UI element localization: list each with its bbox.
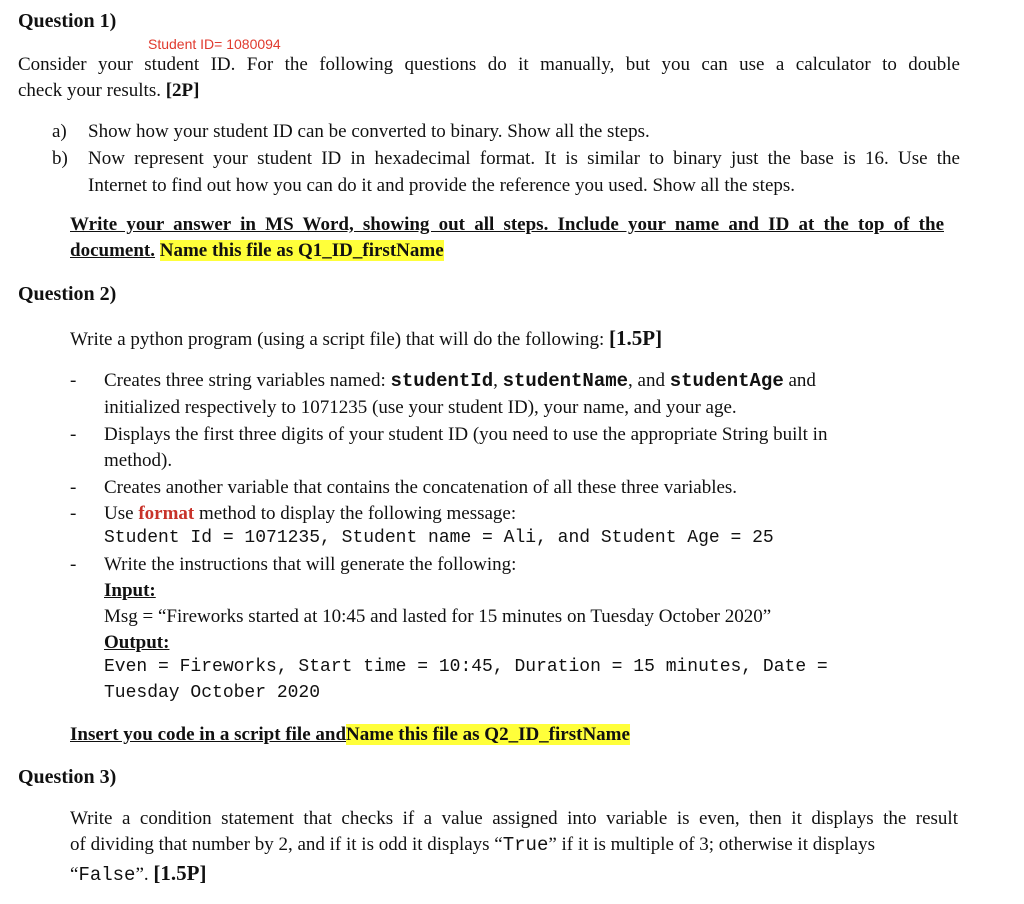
var-studentname: studentName bbox=[502, 370, 629, 392]
var-studentage: studentAge bbox=[669, 370, 784, 392]
q2-filename-highlight: Name this file as Q2_ID_firstName bbox=[346, 724, 630, 745]
q2-output-line2: Tuesday October 2020 bbox=[104, 683, 321, 703]
q2-points: [1.5P] bbox=[609, 326, 663, 350]
q1-heading: Question 1) bbox=[18, 10, 117, 32]
q2-bullet1-pre: Creates three string variables named: bbox=[104, 370, 386, 391]
q3-line2 bbox=[70, 834, 875, 856]
q2-bullet4-dash: - bbox=[70, 503, 77, 524]
q2-bullet2-line2: method). bbox=[104, 450, 173, 471]
q2-bullet5-dash: - bbox=[70, 554, 77, 575]
q2-bullet1-sep1: , bbox=[493, 370, 498, 391]
q2-bullet1-post: and bbox=[788, 370, 816, 391]
student-id-note: Student ID= 1080094 bbox=[148, 36, 281, 52]
q2-instruction-text: Insert you code in a script file and bbox=[70, 724, 347, 745]
q2-output-label: Output: bbox=[104, 632, 170, 653]
q1-points: [2P] bbox=[165, 80, 200, 101]
q3-line2-pre: of dividing that number by 2, and if it is odd it displays “ bbox=[70, 834, 503, 855]
q2-bullet1-dash: - bbox=[70, 370, 77, 391]
q1-filename-highlight: Name this file as Q1_ID_firstName bbox=[159, 240, 444, 261]
q2-heading: Question 2) bbox=[18, 283, 117, 305]
q1-b-line1: Now represent your student ID in hexadecimal format. It is similar to binary just the base is 16. Use the bbox=[88, 148, 960, 169]
q2-bullet2-line1: Displays the first three digits of your student ID (you need to use the appropriate String built in bbox=[104, 424, 828, 445]
q3-points: [1.5P] bbox=[153, 861, 207, 885]
q2-intro-text: Write a python program (using a script file) that will do the following: bbox=[70, 329, 605, 350]
q2-bullet4-line1 bbox=[104, 503, 516, 525]
q1-intro-line2-text: check your results. bbox=[18, 80, 161, 101]
q2-bullet1-line2: initialized respectively to 1071235 (use your student ID), your name, and your age. bbox=[104, 397, 737, 418]
format-keyword: format bbox=[138, 503, 195, 524]
q2-bullet3-dash: - bbox=[70, 477, 77, 498]
q3-true-literal: True bbox=[502, 834, 549, 856]
q2-input-msg: Msg = “Fireworks started at 10:45 and lasted for 15 minutes on Tuesday October 2020” bbox=[104, 606, 772, 627]
q1-intro-line2 bbox=[18, 80, 200, 102]
q1-instruction-document: document. bbox=[70, 240, 155, 261]
q3-line2-post: ” if it is multiple of 3; otherwise it displays bbox=[548, 834, 875, 855]
q1-b-line2: Internet to find out how you can do it and provide the reference you used. Show all the steps. bbox=[88, 175, 796, 196]
q2-format-message-code: Student Id = 1071235, Student name = Ali, and Student Age = 25 bbox=[104, 528, 774, 548]
q2-bullet1-line1 bbox=[104, 370, 816, 392]
q3-line1: Write a condition statement that checks if a value assigned into variable is even, then it displays the result bbox=[70, 808, 958, 829]
q2-input-label: Input: bbox=[104, 580, 156, 601]
q3-heading: Question 3) bbox=[18, 766, 117, 788]
q2-instruction bbox=[70, 724, 630, 746]
q2-bullet4-post: method to display the following message: bbox=[198, 503, 517, 524]
q2-bullet1-sep2: , and bbox=[628, 370, 665, 391]
q3-close-quote: ”. bbox=[135, 864, 149, 885]
q3-open-quote: “ bbox=[70, 864, 79, 885]
q1-instruction-line2 bbox=[70, 240, 444, 262]
q1-instruction-line1: Write your answer in MS Word, showing out all steps. Include your name and ID at the top of the bbox=[70, 214, 944, 235]
q3-line3 bbox=[70, 861, 206, 886]
q1-a-marker: a) bbox=[52, 121, 67, 142]
q1-intro-line1: Consider your student ID. For the following questions do it manually, but you can use a calculator to double bbox=[18, 54, 960, 75]
q2-intro bbox=[70, 326, 662, 351]
q1-a-text: Show how your student ID can be converted to binary. Show all the steps. bbox=[88, 121, 650, 142]
q1-b-marker: b) bbox=[52, 148, 68, 169]
q2-bullet4-pre: Use bbox=[104, 503, 134, 524]
q2-bullet3: Creates another variable that contains the concatenation of all these three variables. bbox=[104, 477, 738, 498]
var-studentid: studentId bbox=[390, 370, 494, 392]
q2-bullet5: Write the instructions that will generate the following: bbox=[104, 554, 517, 575]
q3-false-literal: False bbox=[78, 864, 136, 886]
q2-bullet2-dash: - bbox=[70, 424, 77, 445]
q2-output-line1: Even = Fireworks, Start time = 10:45, Duration = 15 minutes, Date = bbox=[104, 657, 828, 677]
